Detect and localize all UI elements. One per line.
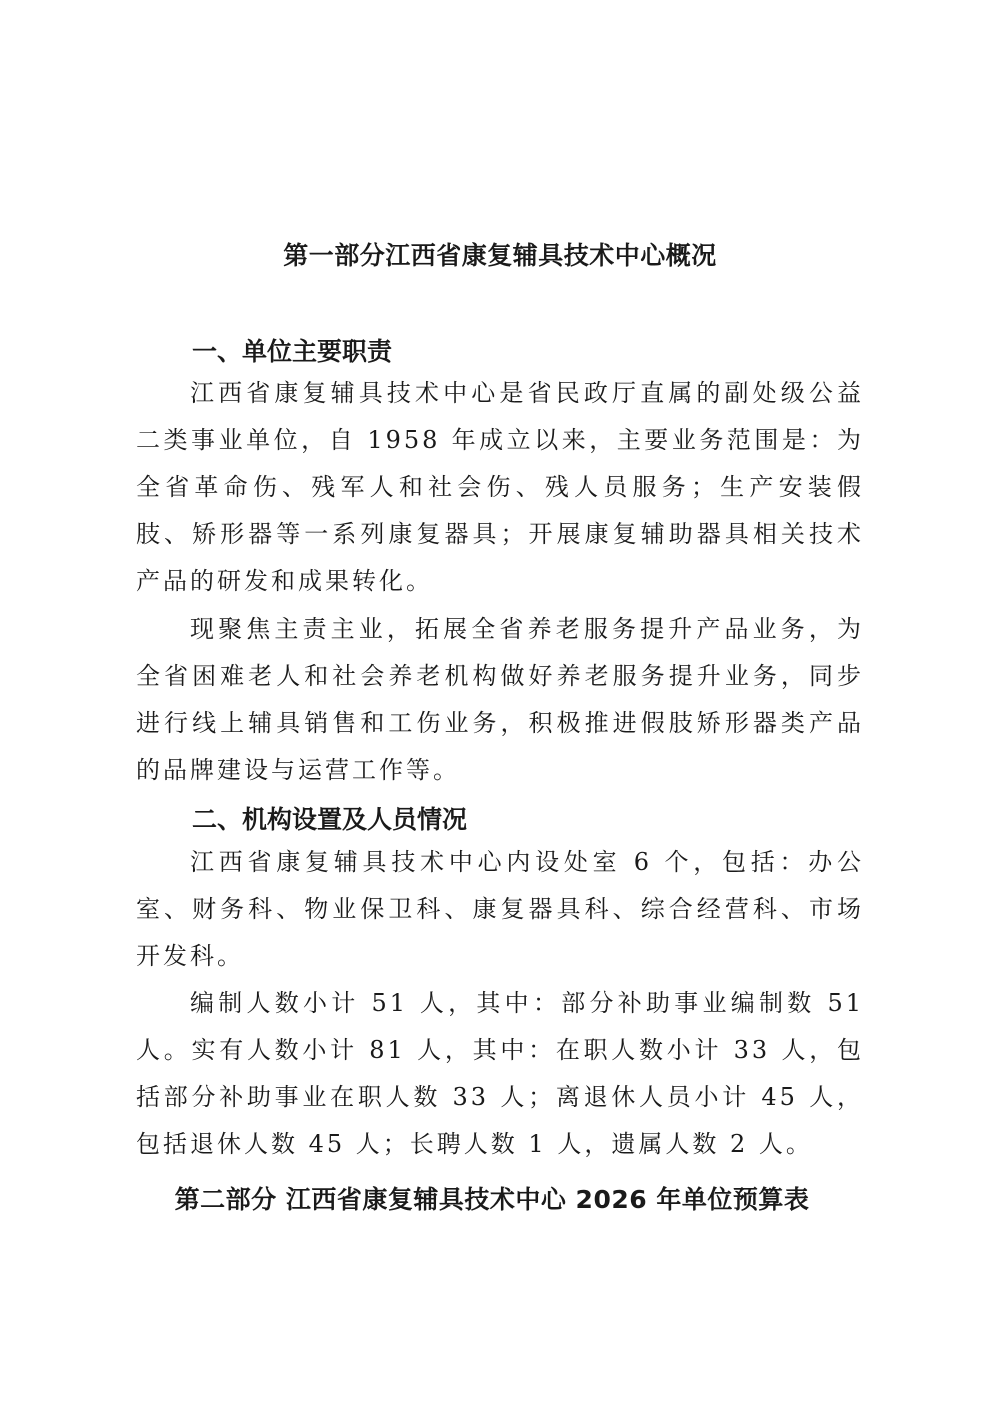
section2-paragraph-staffing: 编制人数小计 51 人，其中：部分补助事业编制数 51 人。实有人数小计 81 人，其中：在职人数小计 33 人，包括部分补助事业在职人数 33 人；离退休人员小计 45 人，包括退休人数 45 人；长聘人数 1 人，遗属人数 2 人。 xyxy=(136,989,864,1158)
part2-title: 第二部分 江西省康复辅具技术中心 2026 年单位预算表 xyxy=(174,1185,810,1214)
part1-title: 第一部分江西省康复辅具技术中心概况 xyxy=(283,241,717,270)
section1-paragraph-responsibilities: 江西省康复辅具技术中心是省民政厅直属的副处级公益二类事业单位，自 1958 年成立以来，主要业务范围是：为全省革命伤、残军人和社会伤、残人员服务；生产安装假肢、矫形器等一系列康复器具；开展康复辅助器具相关技术产品的研发和成果转化。 xyxy=(136,379,864,595)
section2-heading: 二、机构设置及人员情况 xyxy=(192,805,468,834)
section1-heading: 一、单位主要职责 xyxy=(192,337,393,366)
section2-paragraph-departments: 江西省康复辅具技术中心内设处室 6 个，包括：办公室、财务科、物业保卫科、康复器具科、综合经营科、市场开发科。 xyxy=(136,848,864,970)
section1-paragraph-current-focus: 现聚焦主责主业，拓展全省养老服务提升产品业务，为全省困难老人和社会养老机构做好养老服务提升业务，同步进行线上辅具销售和工伤业务，积极推进假肢矫形器类产品的品牌建设与运营工作等。 xyxy=(136,615,864,784)
